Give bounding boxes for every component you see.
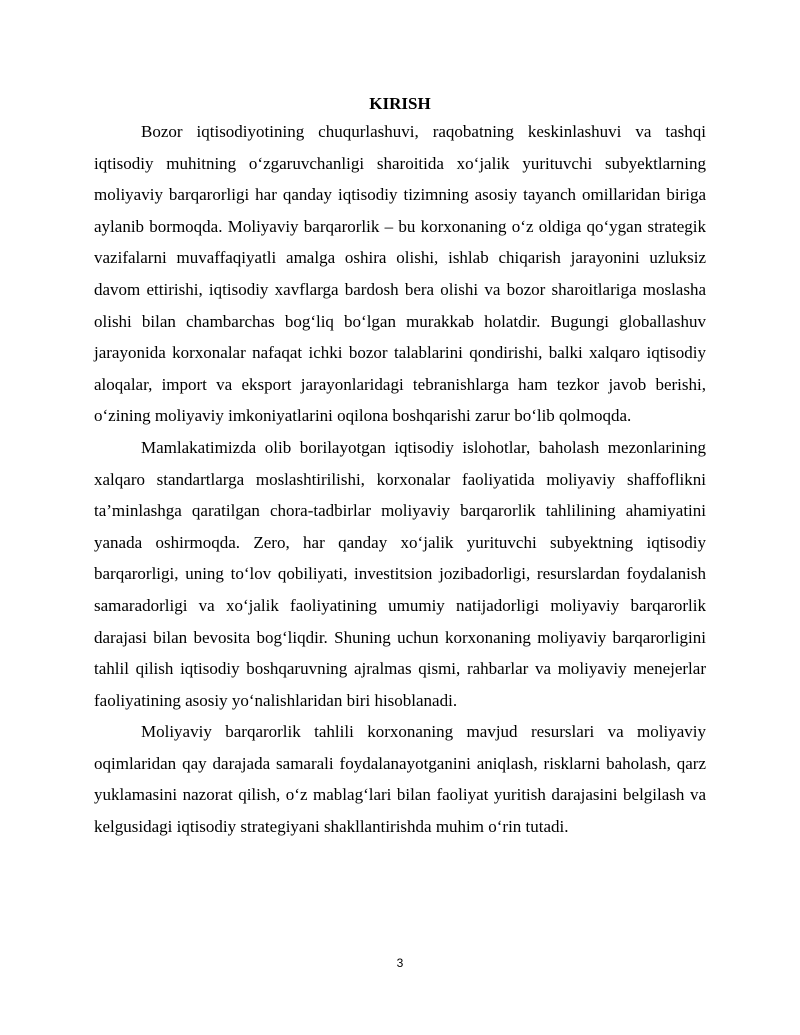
page-content (94, 92, 706, 843)
paragraph-2: Mamlakatimizda olib borilayotgan iqtisodiy islohotlar, baholash mezonlarining xalqaro standartlarga moslashtirilishi, korxonalar faoliyatida moliyaviy shaffoflikni ta’minlashga qaratilgan chora-tadbirlar moliyaviy barqarorlik tahlilining ahamiyatini yanada oshirmoqda. Zero, har qanday xo‘jalik yurituvchi subyektning iqtisodiy barqarorligi, uning to‘lov qobiliyati, investitsion jozibadorligi, resurslardan foydalanish samaradorligi va xo‘jalik faoliyatining umumiy natijadorligi moliyaviy barqarorlik darajasi bilan bevosita bog‘liqdir. Shuning uchun korxonaning moliyaviy barqarorligini tahlil qilish iqtisodiy boshqaruvning ajralmas qismi, rahbarlar va moliyaviy menejerlar faoliyatining asosiy yo‘nalishlaridan biri hisoblanadi. (94, 437, 706, 710)
section-heading: KIRISH (369, 94, 431, 113)
paragraph-1: Bozor iqtisodiyotining chuqurlashuvi, raqobatning keskinlashuvi va tashqi iqtisodiy muhitning o‘zgaruvchanligi sharoitida xo‘jalik yurituvchi subyektlarning moliyaviy barqarorligi har qanday iqtisodiy tizimning asosiy tayanch omillaridan biriga aylanib bormoqda. Moliyaviy barqarorlik – bu korxonaning o‘z oldiga qo‘ygan strategik vazifalarni muvaffaqiyatli amalga oshira olishi, ishlab chiqarish jarayonini uzluksiz davom ettirishi, iqtisodiy xavflarga bardosh bera olishi va bozor sharoitlariga moslasha olishi bilan chambarchas bog‘liq bo‘lgan murakkab holatdir. Bugungi globallashuv jarayonida korxonalar nafaqat ichki bozor talablarini qondirishi, balki xalqaro iqtisodiy aloqalar, import va eksport jarayonlaridagi tebranishlarga ham tezkor javob berishi, o‘zining moliyaviy imkoniyatlarini oqilona boshqarishi zarur bo‘lib qolmoqda. (94, 122, 706, 426)
paragraph-3: Moliyaviy barqarorlik tahlili korxonaning mavjud resurslari va moliyaviy oqimlaridan qay darajada samarali foydalanayotganini aniqlash, risklarni baholash, qarz yuklamasini nazorat qilish, o‘z mablag‘lari bilan faoliyat yuritish darajasini belgilash va kelgusidagi iqtisodiy strategiyani shakllantirishda muhim o‘rin tutadi. (94, 722, 706, 837)
page-number: 3 (396, 956, 404, 970)
